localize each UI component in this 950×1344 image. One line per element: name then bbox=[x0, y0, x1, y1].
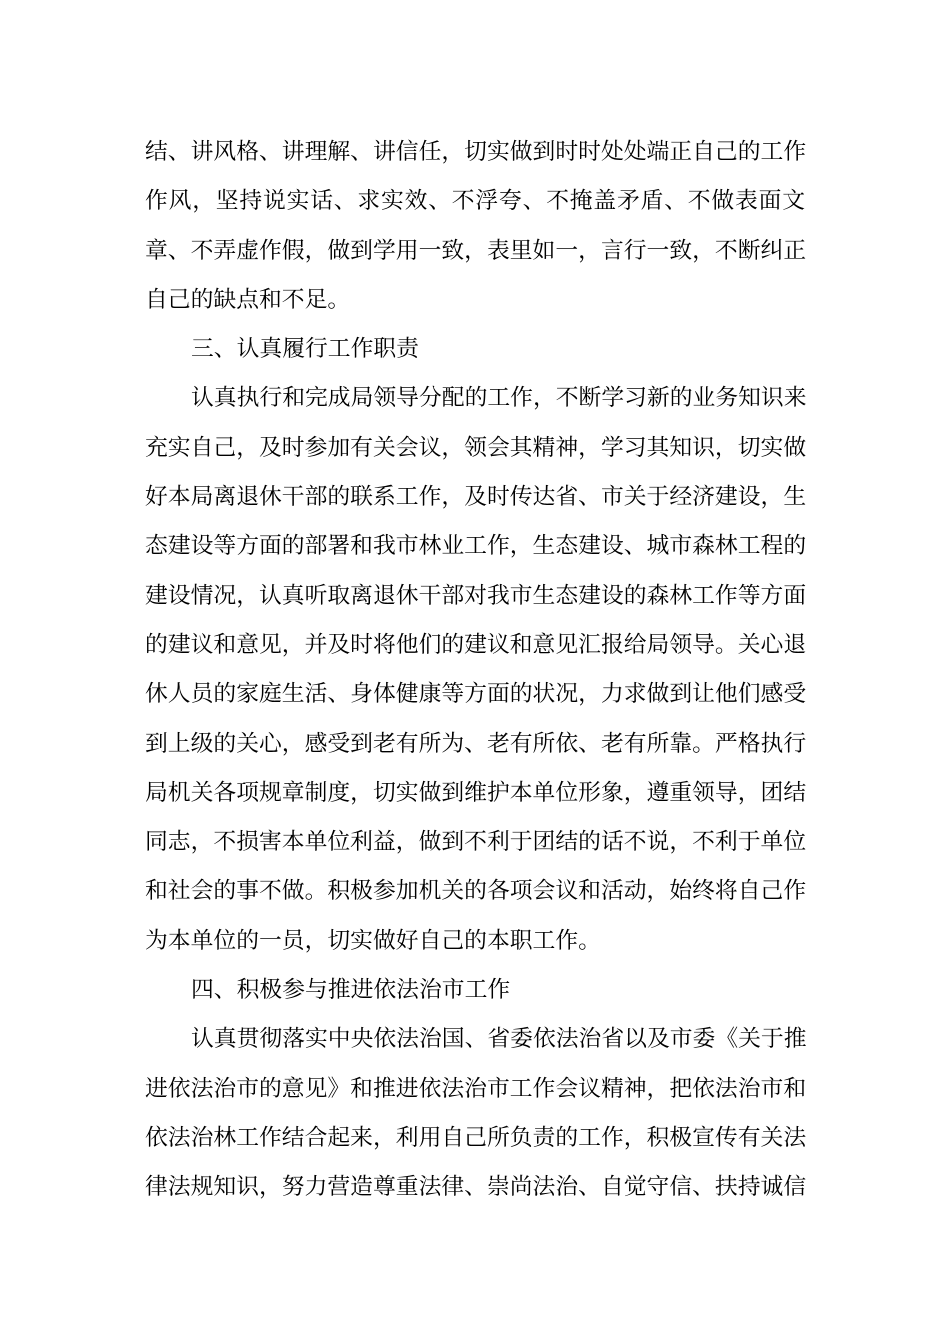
text-line: 到上级的关心，感受到老有所为、老有所依、老有所靠。严格执行 bbox=[145, 730, 807, 757]
text-line: 充实自己，及时参加有关会议，领会其精神，学习其知识，切实做 bbox=[145, 434, 807, 461]
paragraph-start: 认真执行和完成局领导分配的工作，不断学习新的业务知识来 bbox=[191, 385, 807, 412]
text-line: 章、不弄虚作假，做到学用一致，表里如一，言行一致，不断纠正 bbox=[145, 237, 807, 264]
text-line: 作风，坚持说实话、求实效、不浮夸、不掩盖矛盾、不做表面文 bbox=[145, 188, 805, 215]
text-line: 态建设等方面的部署和我市林业工作，生态建设、城市森林工程的 bbox=[145, 533, 807, 560]
text-line: 好本局离退休干部的联系工作，及时传达省、市关于经济建设，生 bbox=[145, 484, 807, 511]
text-line: 结、讲风格、讲理解、讲信任，切实做到时时处处端正自己的工作 bbox=[145, 139, 807, 165]
text-line: 为本单位的一员，切实做好自己的本职工作。 bbox=[145, 927, 601, 954]
text-line: 依法治林工作结合起来，利用自己所负责的工作，积极宣传有关法 bbox=[145, 1124, 807, 1151]
text-line: 自己的缺点和不足。 bbox=[145, 286, 351, 313]
text-line: 休人员的家庭生活、身体健康等方面的状况，力求做到让他们感受 bbox=[145, 681, 807, 708]
section-heading-3: 三、认真履行工作职责 bbox=[191, 336, 419, 363]
text-line: 同志，不损害本单位利益，做到不利于团结的话不说，不利于单位 bbox=[145, 829, 807, 856]
text-line: 局机关各项规章制度，切实做到维护本单位形象，遵重领导，团结 bbox=[145, 779, 807, 806]
section-heading-4: 四、积极参与推进依法治市工作 bbox=[191, 977, 511, 1004]
text-line: 和社会的事不做。积极参加机关的各项会议和活动，始终将自己作 bbox=[145, 878, 807, 905]
text-line: 建设情况，认真听取离退休干部对我市生态建设的森林工作等方面 bbox=[145, 582, 807, 609]
text-line: 进依法治市的意见》和推进依法治市工作会议精神，把依法治市和 bbox=[145, 1075, 807, 1102]
document-body bbox=[145, 128, 805, 1213]
paragraph-start: 认真贯彻落实中央依法治国、省委依法治省以及市委《关于推 bbox=[191, 1026, 807, 1053]
text-line: 的建议和意见，并及时将他们的建议和意见汇报给局领导。关心退 bbox=[145, 631, 807, 658]
text-line: 律法规知识，努力营造尊重法律、崇尚法治、自觉守信、扶持诚信 bbox=[145, 1174, 807, 1201]
